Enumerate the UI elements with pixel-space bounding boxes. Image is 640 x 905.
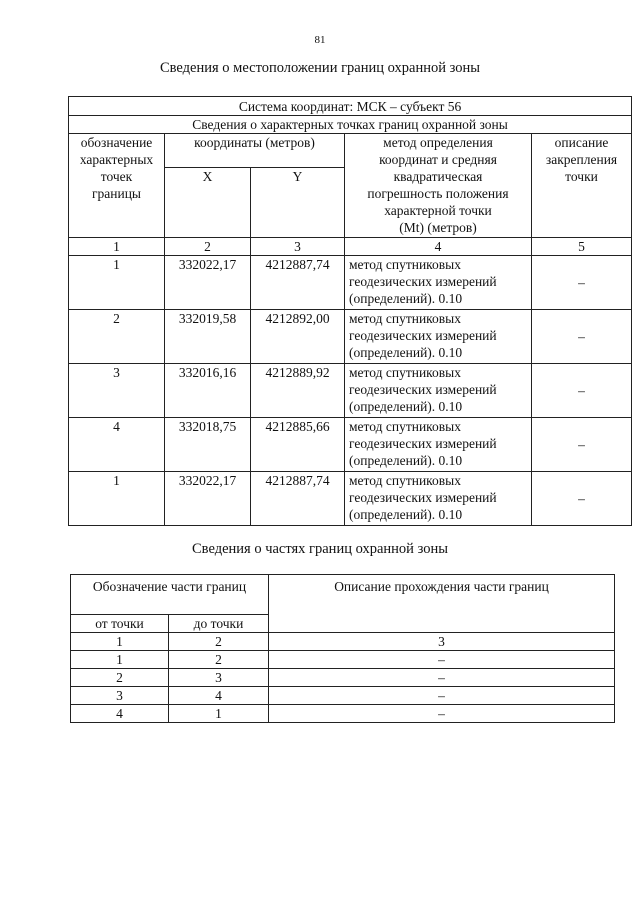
description-cell: – xyxy=(532,364,632,418)
header-method: метод определения координат и средняя квадратическая погрешность положения характерной точки (Mt) (метров) xyxy=(345,134,532,238)
point-number: 2 xyxy=(69,310,165,364)
description-cell: – xyxy=(532,256,632,310)
y-value: 4212885,66 xyxy=(251,418,345,472)
to-point: 3 xyxy=(169,669,269,687)
header-to-point: до точки xyxy=(169,615,269,633)
x-value: 332019,58 xyxy=(165,310,251,364)
header-from-point: от точки xyxy=(71,615,169,633)
header-part-description: Описание прохождения части границ xyxy=(269,575,615,633)
x-value: 332016,16 xyxy=(165,364,251,418)
part-description: – xyxy=(269,651,615,669)
point-number: 1 xyxy=(69,472,165,526)
part-description: – xyxy=(269,687,615,705)
table-row xyxy=(71,687,615,705)
header-description: описание закрепления точки xyxy=(532,134,632,238)
boundary-parts-table xyxy=(70,574,615,723)
y-value: 4212892,00 xyxy=(251,310,345,364)
column-number: 5 xyxy=(532,238,632,256)
point-number: 1 xyxy=(69,256,165,310)
x-value: 332022,17 xyxy=(165,256,251,310)
column-number: 3 xyxy=(269,633,615,651)
to-point: 1 xyxy=(169,705,269,723)
y-value: 4212887,74 xyxy=(251,256,345,310)
header-point-designation: обозначение характерных точек границы xyxy=(69,134,165,238)
method-cell: метод спутниковых геодезических измерений (определений). 0.10 xyxy=(345,364,532,418)
from-point: 2 xyxy=(71,669,169,687)
page-number: 81 xyxy=(314,34,326,46)
method-cell: метод спутниковых геодезических измерений (определений). 0.10 xyxy=(345,472,532,526)
section-title-location: Сведения о местоположении границ охранной зоны xyxy=(159,60,480,76)
column-number: 1 xyxy=(69,238,165,256)
from-point: 4 xyxy=(71,705,169,723)
header-y: Y xyxy=(251,168,345,238)
point-number: 3 xyxy=(69,364,165,418)
to-point: 2 xyxy=(169,651,269,669)
method-cell: метод спутниковых геодезических измерений (определений). 0.10 xyxy=(345,418,532,472)
table-row xyxy=(71,705,615,723)
description-cell: – xyxy=(532,310,632,364)
to-point: 4 xyxy=(169,687,269,705)
table-row xyxy=(69,418,632,472)
table-row xyxy=(71,669,615,687)
part-description: – xyxy=(269,669,615,687)
table-row xyxy=(69,256,632,310)
header-part-designation: Обозначение части границ xyxy=(71,575,269,615)
x-value: 332018,75 xyxy=(165,418,251,472)
column-number: 4 xyxy=(345,238,532,256)
point-number: 4 xyxy=(69,418,165,472)
coordinates-table xyxy=(68,96,632,526)
column-number: 2 xyxy=(165,238,251,256)
from-point: 3 xyxy=(71,687,169,705)
method-cell: метод спутниковых геодезических измерений (определений). 0.10 xyxy=(345,310,532,364)
section-title-parts: Сведения о частях границ охранной зоны xyxy=(192,541,448,557)
description-cell: – xyxy=(532,472,632,526)
table-row xyxy=(69,472,632,526)
method-cell: метод спутниковых геодезических измерений (определений). 0.10 xyxy=(345,256,532,310)
y-value: 4212887,74 xyxy=(251,472,345,526)
coordinate-system-header: Система координат: МСК – субъект 56 xyxy=(69,97,632,116)
description-cell: – xyxy=(532,418,632,472)
table-row xyxy=(69,364,632,418)
header-x: X xyxy=(165,168,251,238)
from-point: 1 xyxy=(71,651,169,669)
x-value: 332022,17 xyxy=(165,472,251,526)
points-subtitle-header: Сведения о характерных точках границ охранной зоны xyxy=(69,116,632,134)
y-value: 4212889,92 xyxy=(251,364,345,418)
column-number: 1 xyxy=(71,633,169,651)
column-number: 3 xyxy=(251,238,345,256)
part-description: – xyxy=(269,705,615,723)
column-number: 2 xyxy=(169,633,269,651)
table-row xyxy=(71,651,615,669)
header-coordinates: координаты (метров) xyxy=(165,134,345,168)
table-row xyxy=(69,310,632,364)
